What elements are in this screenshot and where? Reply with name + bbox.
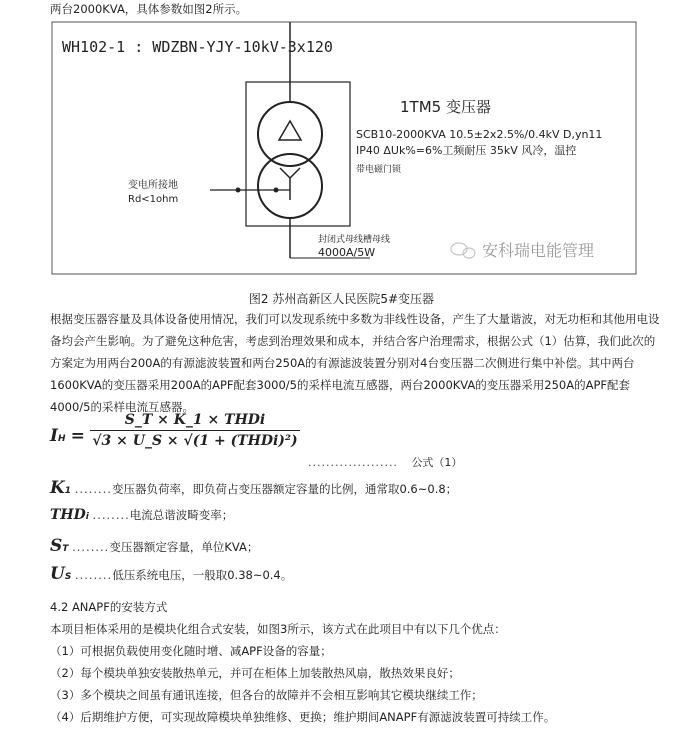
transformer-diagram — [50, 20, 640, 285]
wye-symbol — [290, 168, 300, 178]
list-item: （4）后期维护方便，可实现故障模块单独维修、更换；维护期间ANAPF有源滤波装置可持续工作。 — [50, 710, 556, 724]
def-thdi: THDi ........电流总谐波畸变率； — [50, 507, 234, 523]
intro-line: 两台2000KVA，具体参数如图2所示。 — [50, 2, 248, 16]
def-st: ST ........变压器额定容量，单位KVA； — [50, 536, 259, 556]
busway-rating: 4000A/5W — [318, 246, 376, 259]
spec-line-1: SCB10-2000KVA 10.5±2x2.5%/0.4kV D,yn11 — [356, 128, 603, 141]
formula-numerator: S_T × K_1 × THDi — [124, 412, 266, 428]
list-item: （2）每个模块单独安装散热单元，并可在柜体上加装散热风扇，散热效果良好； — [50, 666, 460, 680]
section-title: 4.2 ANAPF的安装方式 — [50, 600, 168, 614]
cable-label: WH102-1 : WDZBN-YJY-10kV-3x120 — [62, 38, 333, 56]
def-k1: K1 ........变压器负荷率，即负荷占变压器额定容量的比例，通常取0.6~0.8； — [50, 478, 458, 498]
section-intro: 本项目柜体采用的是模块化组合式安装，如图3所示，该方式在此项目中有以下几个优点： — [50, 622, 506, 636]
watermark-text: 安科瑞电能管理 — [482, 241, 595, 260]
ground-label: 变电所接地 — [128, 180, 178, 191]
formula-label: 公式（1） — [411, 456, 463, 469]
delta-symbol — [279, 121, 301, 140]
formula-1 — [50, 412, 670, 472]
busway-label: 封闭式母线槽母线 — [318, 235, 391, 245]
figure-caption: 图2 苏州高新区人民医院5#变压器 — [248, 292, 435, 306]
primary-winding — [258, 102, 322, 166]
transformer-name: 1TM5 变压器 — [400, 98, 491, 116]
formula-denominator: √3 × U_S × √(1 + (THDi)²) — [92, 433, 298, 449]
ground-resistance: Rd<1ohm — [128, 194, 179, 205]
formula-lhs: IH = — [50, 426, 85, 446]
list-item: （3）多个模块之间虽有通讯连接，但各台的故障并不会相互影响其它模块继续工作； — [50, 688, 483, 702]
list-item: （1）可根据负载使用变化随时增、减APF设备的容量； — [50, 644, 332, 658]
formula-fraction — [90, 412, 300, 449]
def-us: US ........低压系统电压，一般取0.38~0.4。 — [50, 564, 293, 584]
spec-line-3: 带电磁门锁 — [356, 165, 402, 175]
body-paragraph: 根据变压器容量及具体设备使用情况，我们可以发现系统中多数为非线性设备，产生了大量谐波，对无功柜和其他用电设备均会产生影响。为了避免这种危害，考虑到治理效果和成本，并结合客户治理需求，根据公式（1）估算，我们此次的方案定为用两台200A的有源滤波装置和两台250A的有源滤波装置分别对4台变压器二次侧进行集中补偿。其中两台1600KVA的变压器采用200A的APF配套3000/5的采样电流互感器，两台2000KVA的变压器采用250A的APF配套4000/5的采样电流互感器。 — [50, 312, 660, 414]
spec-line-2: IP40 ΔUk%=6%工频耐压 35kV 风冷，温控 — [356, 144, 577, 157]
watermark-logo — [451, 243, 475, 258]
formula-tail: .................... 公式（1） — [308, 456, 463, 469]
